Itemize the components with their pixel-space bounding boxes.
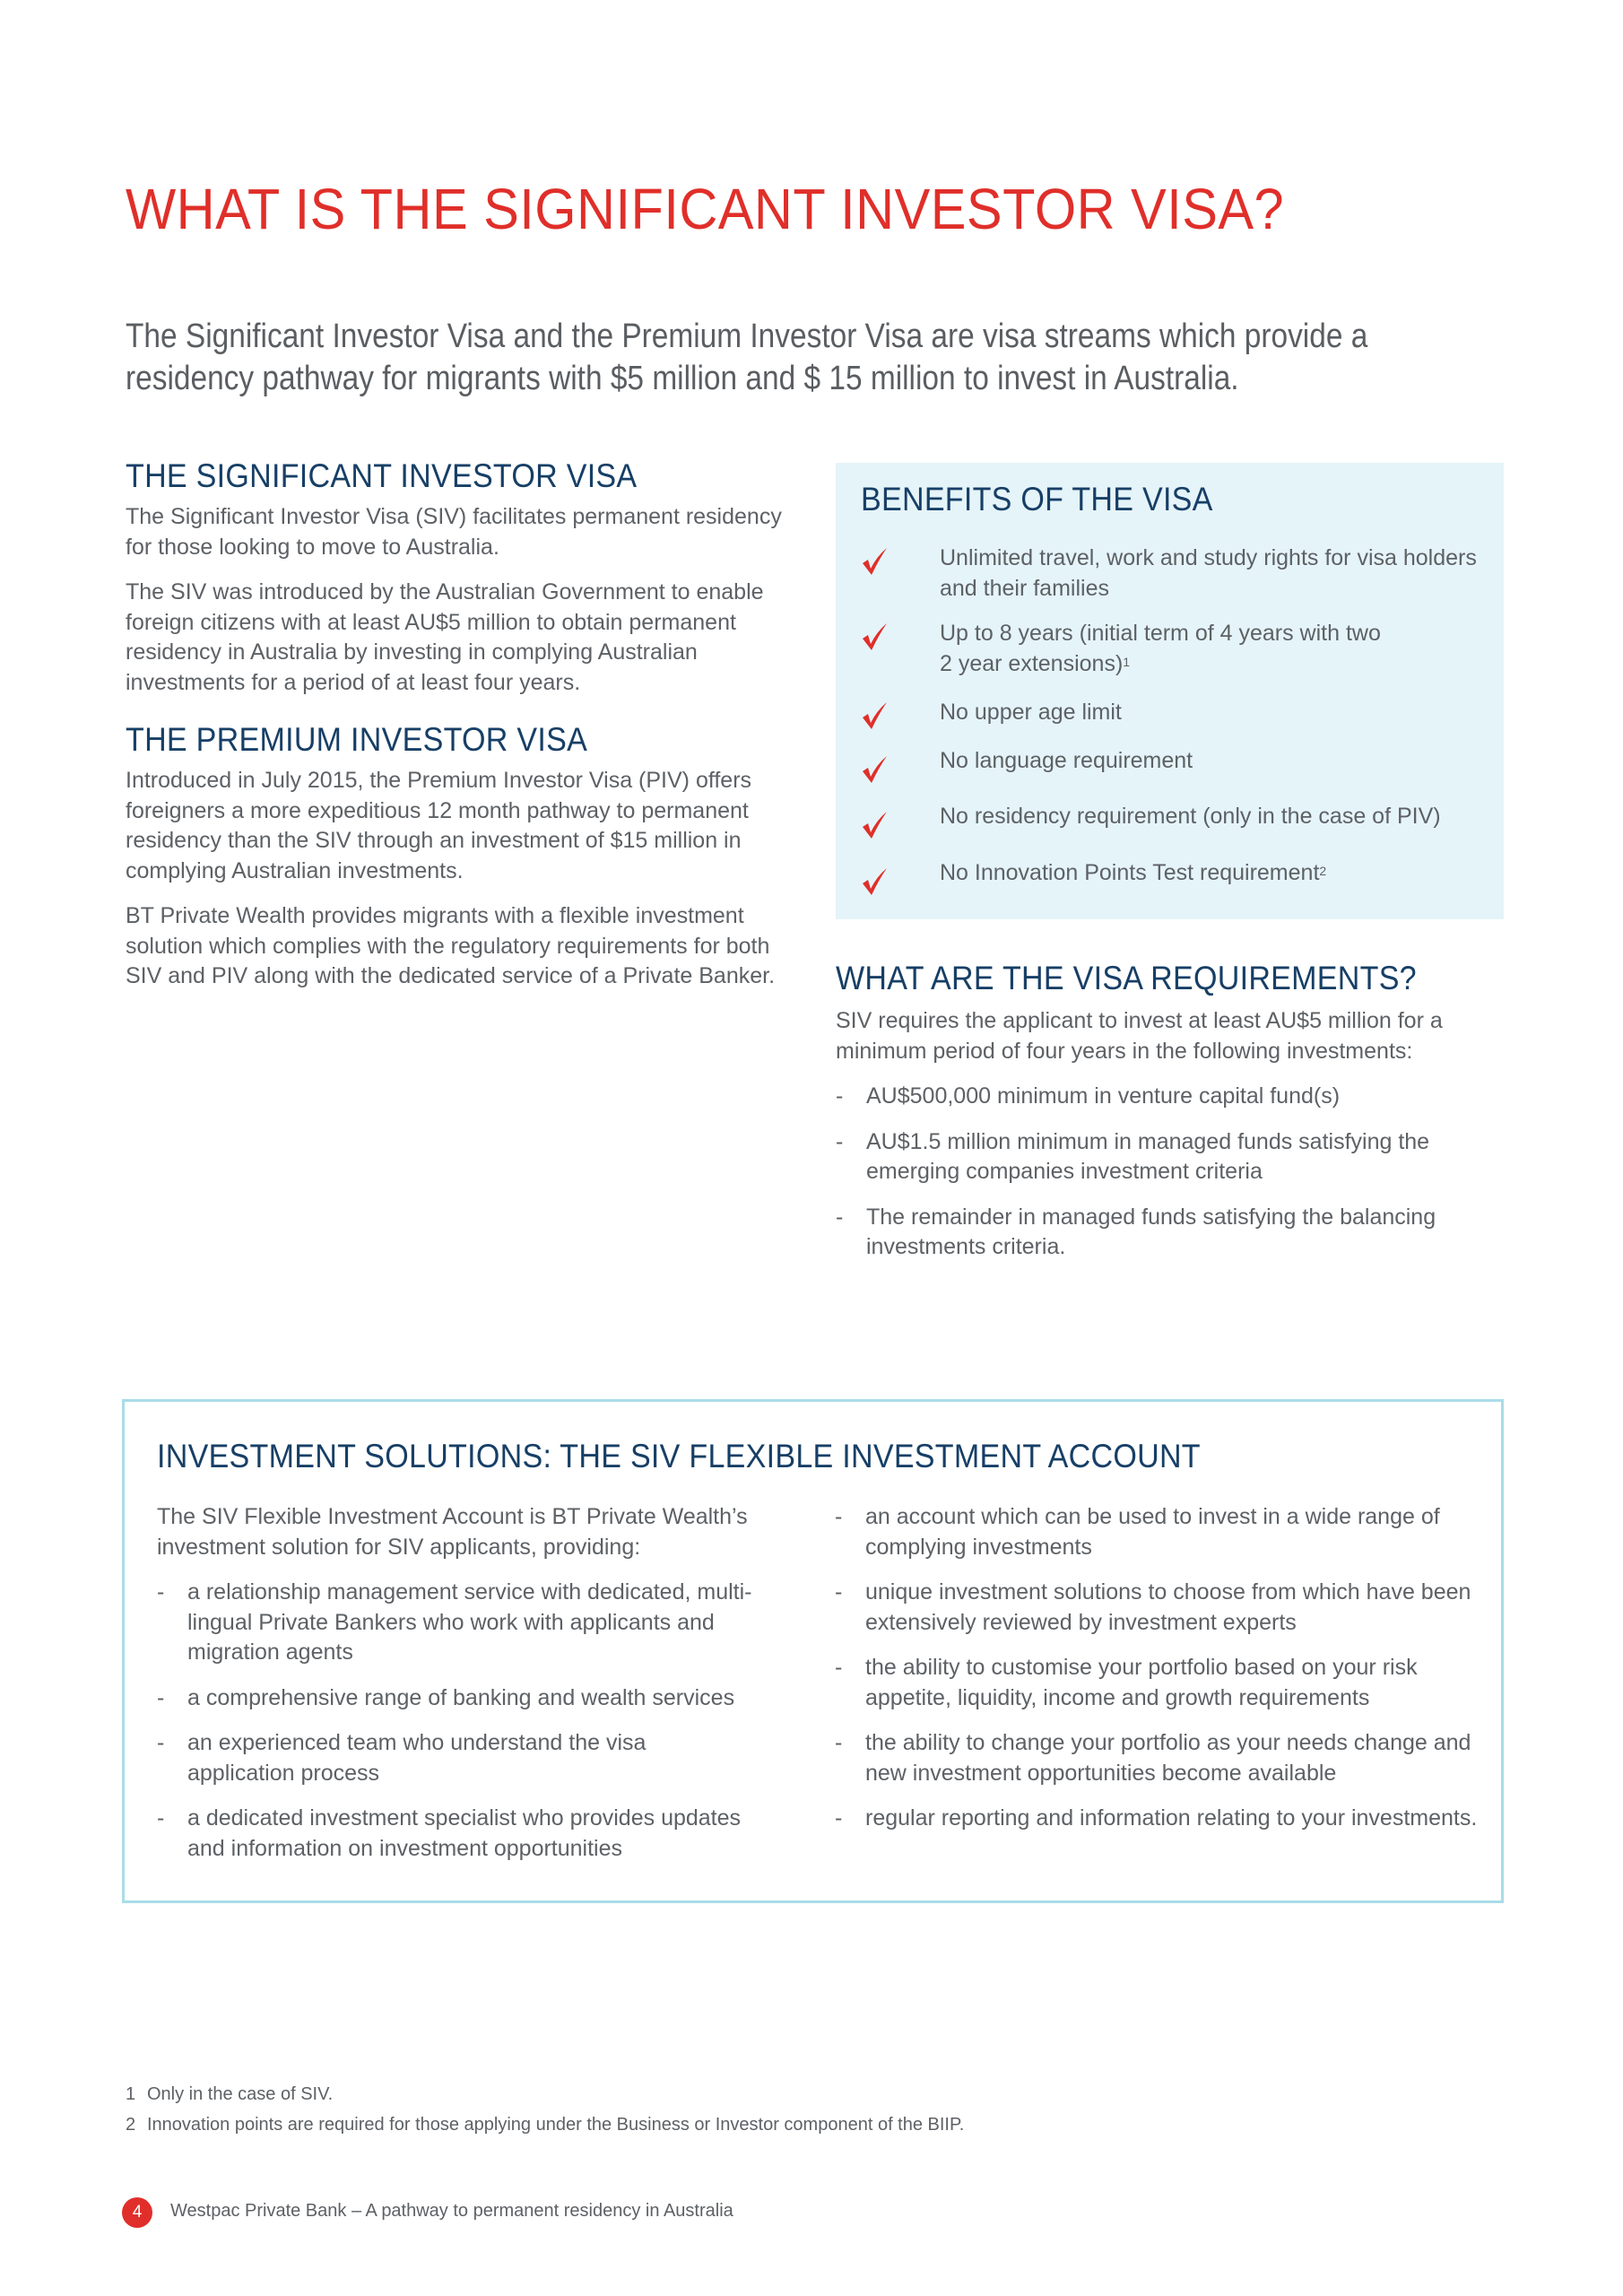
checkmark-icon [861,547,888,576]
footnotes [126,2079,964,2140]
footnote [126,2079,964,2109]
benefit-text: No residency requirement (only in the case of PIV) [940,804,1441,829]
text-line: a dedicated investment specialist who provides updates [187,1805,742,1831]
requirements-section [836,960,1517,1278]
text-line: BT Private Wealth provides migrants with a flexible investment [126,903,744,928]
text-line: for those looking to move to Australia. [126,534,499,560]
dash-bullet: - [836,1204,844,1230]
text-line: regular reporting and information relating to your investments. [865,1805,1478,1831]
page-title: WHAT IS THE SIGNIFICANT INVESTOR VISA? [126,177,1285,241]
benefits-heading: BENEFITS OF THE VISA [861,481,1213,517]
requirements-heading: WHAT ARE THE VISA REQUIREMENTS? [836,960,1417,996]
text-line: new investment opportunities become available [865,1760,1337,1786]
dash-bullet: - [835,1579,843,1605]
text-line: The SIV Flexible Investment Account is BT Private Wealth’s [157,1504,748,1529]
text-line: application process [187,1760,380,1786]
checkmark-icon [861,701,888,730]
footnote-number: 1 [126,2084,136,2104]
text-line: the ability to customise your portfolio based on your risk [865,1655,1418,1680]
investment-item [157,1578,803,1668]
benefit-text: Unlimited travel, work and study rights for visa holders [940,545,1477,570]
investment-heading: INVESTMENT SOLUTIONS: THE SIV FLEXIBLE INVESTMENT ACCOUNT [157,1438,1201,1474]
intro-line: The Significant Investor Visa and the Premium Investor Visa are visa streams which provide a [126,317,1368,355]
text-line: appetite, liquidity, income and growth requirements [865,1684,1370,1710]
piv-body [126,766,807,992]
text-line: extensively reviewed by investment experts [865,1609,1297,1635]
dash-bullet: - [835,1805,843,1831]
text-line: SIV requires the applicant to invest at least AU$5 million for a [836,1008,1443,1033]
text-line: residency in Australia by investing in complying Australian [126,639,698,665]
text-line: migration agents [187,1639,353,1665]
benefit-text: No upper age limit [940,700,1122,725]
text-line: AU$500,000 minimum in venture capital fund(s) [866,1083,1341,1109]
investment-right-column [835,1502,1489,1849]
benefit-text: 2 year extensions) [940,650,1124,676]
benefit-text: Up to 8 years (initial term of 4 years with two [940,621,1381,646]
text-line: an account which can be used to invest in a wide range of [865,1504,1440,1529]
checkmark-icon [861,811,888,839]
requirements-body [836,1006,1517,1263]
dash-bullet: - [157,1579,165,1605]
siv-paragraph-1 [126,502,807,562]
text-line: emerging companies investment criteria [866,1159,1263,1184]
left-column [126,457,807,1007]
checkmark-icon [861,622,888,651]
footnote-ref: 2 [1319,864,1327,878]
investment-intro [157,1502,803,1562]
text-line: SIV and PIV along with the dedicated service of a Private Banker. [126,963,776,988]
dash-bullet: - [836,1128,844,1154]
text-line: residency than the SIV through an investment of $15 million in [126,828,742,853]
text-line: unique investment solutions to choose from which have been [865,1579,1471,1605]
investment-item [157,1683,803,1714]
footnote-ref: 1 [1123,654,1131,669]
investment-item [835,1578,1489,1638]
page-number-badge: 4 [122,2197,152,2228]
requirement-item [836,1203,1517,1263]
text-line: AU$1.5 million minimum in managed funds satisfying the [866,1128,1430,1154]
benefit-text: No Innovation Points Test requirement [940,860,1320,885]
text-line: foreign citizens with at least AU$5 million to obtain permanent [126,609,736,635]
text-line: lingual Private Bankers who work with applicants and [187,1609,715,1635]
dash-bullet: - [157,1805,165,1831]
dash-bullet: - [836,1083,844,1109]
investment-item [835,1653,1489,1713]
benefit-text: and their families [940,575,1109,601]
text-line: complying investments [865,1534,1092,1560]
investment-item [835,1804,1489,1834]
text-line: the ability to change your portfolio as your needs change and [865,1730,1471,1755]
siv-paragraph-2 [126,578,807,698]
text-line: minimum period of four years in the following investments: [836,1038,1413,1064]
footnote-text: Innovation points are required for those applying under the Business or Investor component of the BIIP. [147,2115,965,2135]
text-line: a comprehensive range of banking and wealth services [187,1684,735,1710]
text-line: solution which complies with the regulatory requirements for both [126,933,770,959]
text-line: a relationship management service with dedicated, multi- [187,1579,752,1605]
text-line: complying Australian investments. [126,857,464,883]
siv-heading: THE SIGNIFICANT INVESTOR VISA [126,457,638,494]
investment-item [157,1728,803,1788]
checkmark-icon [861,755,888,784]
dash-bullet: - [157,1730,165,1755]
piv-paragraph-1 [126,766,807,886]
text-line: investment solution for SIV applicants, providing: [157,1534,641,1560]
text-line: investments for a period of at least four years. [126,669,581,695]
footnote [126,2109,964,2140]
investment-item [835,1728,1489,1788]
requirement-item [836,1082,1517,1112]
text-line: foreigners a more expeditious 12 month pathway to permanent [126,797,749,823]
piv-paragraph-2 [126,901,807,992]
checkmark-icon [861,867,888,896]
intro-line: residency pathway for migrants with $5 million and $ 15 million to invest in Australia. [126,360,1239,397]
text-line: an experienced team who understand the visa [187,1730,647,1755]
investment-solutions-box [122,1399,1504,1903]
footer-text: Westpac Private Bank – A pathway to permanent residency in Australia [170,2201,733,2221]
text-line: Introduced in July 2015, the Premium Investor Visa (PIV) offers [126,768,752,793]
requirement-item [836,1127,1517,1187]
text-line: investments criteria. [866,1234,1066,1259]
text-line: The Significant Investor Visa (SIV) facilitates permanent residency [126,504,782,529]
benefits-box [836,463,1504,919]
siv-body [126,502,807,698]
dash-bullet: - [835,1730,843,1755]
investment-left-column [157,1502,803,1879]
footnote-text: Only in the case of SIV. [147,2084,334,2104]
investment-item [157,1804,803,1864]
dash-bullet: - [835,1504,843,1529]
dash-bullet: - [157,1684,165,1710]
footnote-number: 2 [126,2115,136,2135]
investment-item [835,1502,1489,1562]
dash-bullet: - [835,1655,843,1680]
requirements-intro [836,1006,1517,1066]
text-line: and information on investment opportunities [187,1835,623,1861]
text-line: The SIV was introduced by the Australian Government to enable [126,579,764,604]
text-line: The remainder in managed funds satisfying the balancing [866,1204,1436,1230]
piv-heading: THE PREMIUM INVESTOR VISA [126,721,588,758]
intro-paragraph [126,316,1524,400]
benefit-text: No language requirement [940,748,1193,773]
